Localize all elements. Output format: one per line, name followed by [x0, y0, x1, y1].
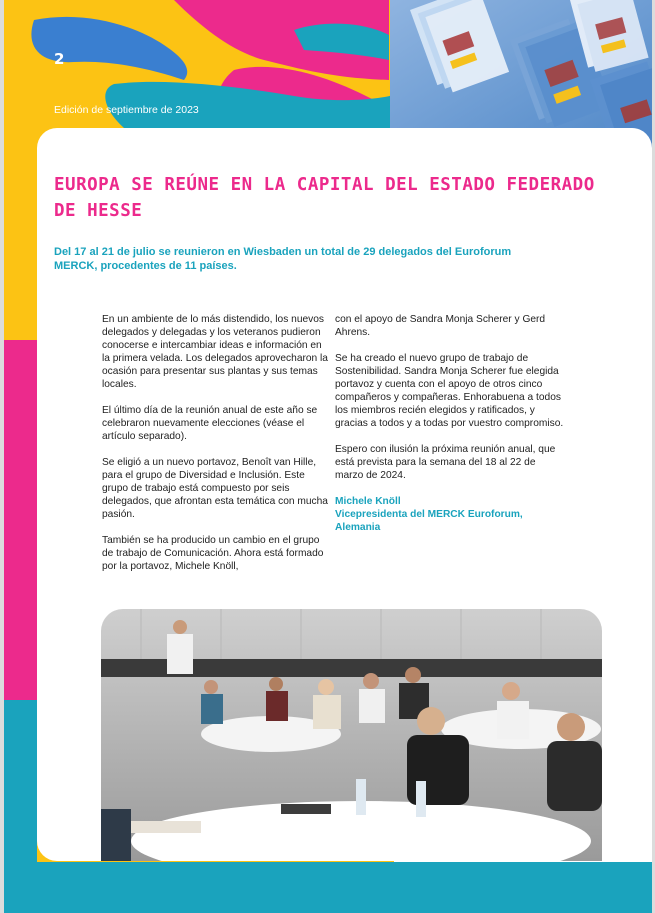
- signature-role: Vicepresidenta del MERCK Euroforum,: [335, 509, 523, 520]
- article-column-2: [335, 313, 565, 534]
- article-lead: Del 17 al 21 de julio se reunieron en Wiesbaden un total de 29 delegados del Euroforum MERCK, procedentes de 11 países.: [54, 246, 512, 272]
- magazine-page: [4, 0, 652, 913]
- signature-country: Alemania: [335, 522, 381, 533]
- article-column-1: [102, 313, 332, 586]
- paragraph: También se ha producido un cambio en el grupo de trabajo de Comunicación. Ahora está formado por la portavoz, Michele Knöll,: [102, 535, 324, 572]
- paragraph: En un ambiente de lo más distendido, los nuevos delegados y delegadas y los veteranos pudieron conocerse e intercambiar ideas e información en la primera velada. Los delegados aprovecharon la ocasión para presentar sus plantas y sus temas locales.: [102, 314, 328, 390]
- edition-label: Edición de septiembre de 2023: [54, 104, 199, 116]
- conference-photo: [101, 609, 602, 861]
- signature: [335, 495, 565, 534]
- paragraph: Se eligió a un nuevo portavoz, Benoît van Hille, para el grupo de Diversidad e Inclusión. Este grupo de trabajo está compuesto por seis delegados, que afrontan esta temática con mucha pasión.: [102, 457, 328, 520]
- paragraph: El último día de la reunión anual de este año se celebraron nuevamente elecciones (véase el artículo separado).: [102, 405, 318, 442]
- paragraph: Espero con ilusión la próxima reunión anual, que está prevista para la semana del 18 al 22 de marzo de 2024.: [335, 444, 556, 481]
- paragraph: con el apoyo de Sandra Monja Scherer y Gerd Ahrens.: [335, 314, 546, 338]
- article-title: EUROPA SE REÚNE EN LA CAPITAL DEL ESTADO FEDERADO DE HESSE: [54, 175, 595, 221]
- paragraph: Se ha creado el nuevo grupo de trabajo de Sostenibilidad. Sandra Monja Scherer fue elegida portavoz y cuenta con el apoyo de otros cinco compañeros y compañeras. Enhorabuena a todos los miembros recién elegidos y ratificados, y gracias a todos y a todas por vuestro compromiso.: [335, 353, 564, 429]
- signature-name: Michele Knöll: [335, 496, 401, 507]
- page-number: 2: [54, 50, 65, 68]
